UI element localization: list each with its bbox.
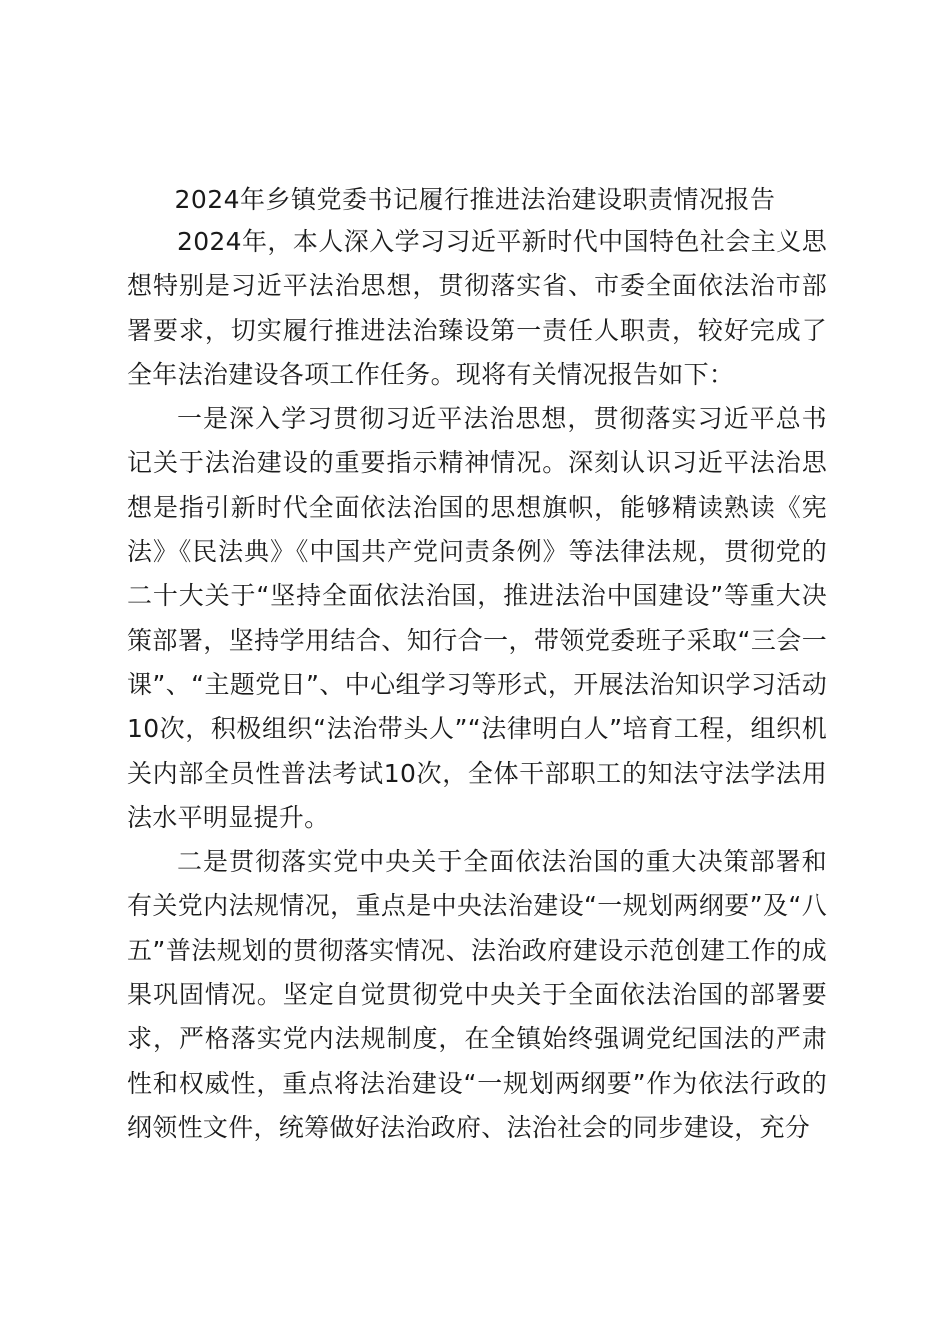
paragraph-intro: 2024年，本人深入学习习近平新时代中国特色社会主义思想特别是习近平法治思想，贯彻落实省、市委全面依法治市部署要求，切实履行推进法治臻设第一责任人职责，较好完成了全年法治建设各项工作任务。现将有关情况报告如下： [127, 227, 827, 389]
document-title: 2024年乡镇党委书记履行推进法治建设职责情况报告 [174, 185, 776, 214]
paragraph-one: 一是深入学习贯彻习近平法治思想，贯彻落实习近平总书记关于法治建设的重要指示精神情况。深刻认识习近平法治思想是指引新时代全面依法治国的思想旗帜，能够精读熟读《宪法》《民法典》《中国共产党问责条例》等法律法规，贯彻党的二十大关于“坚持全面依法治国，推进法治中国建设”等重大决策部署，坚持学用结合、知行合一，带领党委班子采取“三会一课”、“主题党日”、中心组学习等形式，开展法治知识学习活动10次，积极组织“法治带头人”“法律明白人”培育工程，组织机关内部全员性普法考试10次，全体干部职工的知法守法学法用法水平明显提升。 [127, 404, 827, 832]
document-body [127, 220, 827, 1150]
paragraph-two: 二是贯彻落实党中央关于全面依法治国的重大决策部署和有关党内法规情况，重点是中央法治建设“一规划两纲要”及“八五”普法规划的贯彻落实情况、法治政府建设示范创建工作的成果巩固情况。坚定自觉贯彻党中央关于全面依法治国的部署要求，严格落实党内法规制度，在全镇始终强调党纪国法的严肃性和权威性，重点将法治建设“一规划两纲要”作为依法行政的纲领性文件，统筹做好法治政府、法治社会的同步建设，充分 [127, 847, 827, 1142]
